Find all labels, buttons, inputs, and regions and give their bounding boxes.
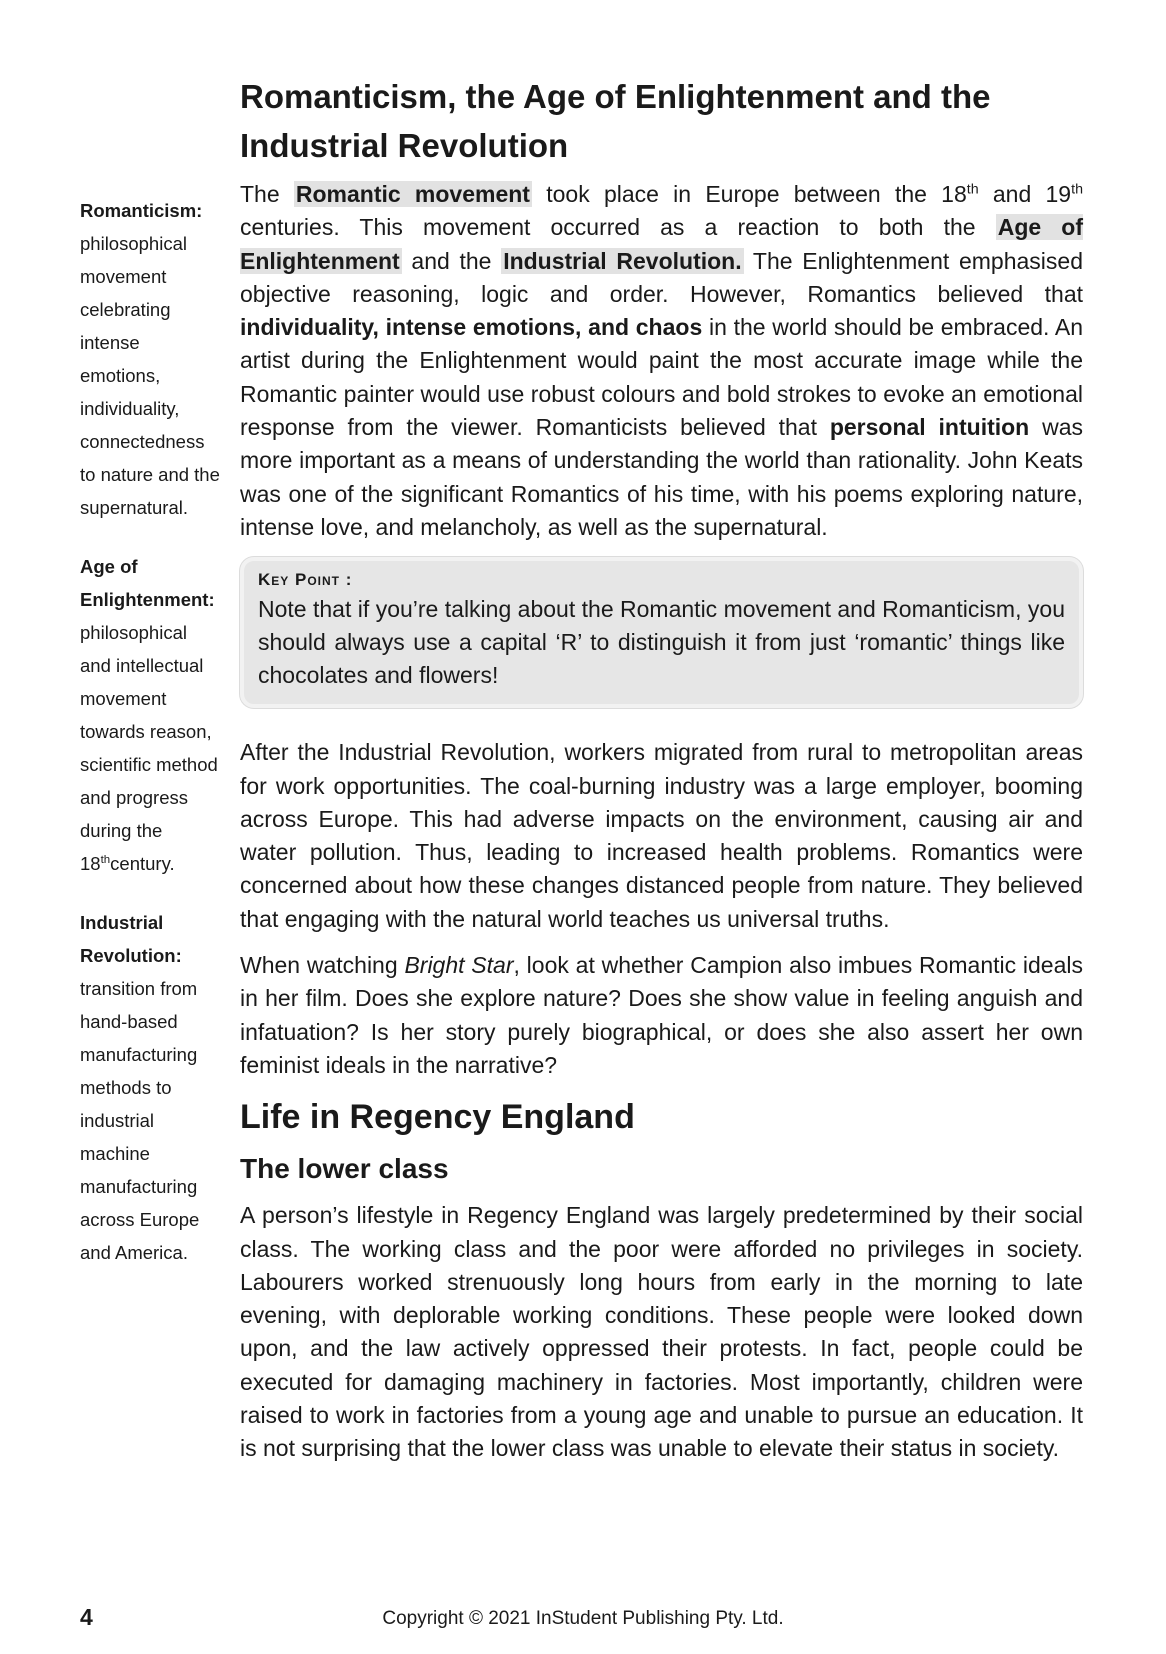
- key-point-text: Note that if you’re talking about the Romantic movement and Romanticism, you should always use a capital ‘R’ to distinguish it from just ‘romantic’ things like chocolates and flowers!: [258, 596, 1065, 689]
- page-number: 4: [80, 1604, 93, 1630]
- glossary-definition: [80, 616, 220, 880]
- glossary-term: Age of Enlightenment:: [80, 556, 215, 610]
- text-run: took place in Europe between the 18: [531, 181, 967, 207]
- film-title: Bright Star: [404, 952, 514, 979]
- glossary-definition: philosophical movement celebrating intense emotions, individuality, connectedness to nature and the supernatural.: [80, 233, 220, 518]
- text-run: in the world should be embraced. An artist during the Enlightenment would paint the most accurate image while the Romantic painter would use robust colours and bold strokes to evoke an emotional response from the viewer. Romanticists believed that: [240, 314, 1083, 441]
- glossary-entry-enlightenment: [80, 550, 220, 880]
- bold-text: individuality, intense emotions, and chaos: [240, 314, 703, 341]
- ordinal-suffix: th: [100, 853, 111, 866]
- glossary-definition-text: philosophical and intellectual movement towards reason, scientific method and progress during the 18: [80, 622, 218, 874]
- text-run: The: [240, 181, 294, 207]
- key-point-box: [240, 557, 1083, 708]
- paragraph-industrial-revolution: After the Industrial Revolution, workers migrated from rural to metropolitan areas for work opportunities. The coal-burning industry was a large employer, booming across Europe. This had adverse impacts on the environment, causing air and water pollution. Thus, leading to increased health problems. Romantics were concerned about how these changes distanced people from nature. They believed that engaging with the natural world teaches us universal truths.: [240, 739, 1083, 932]
- text-run: was more important as a means of understanding the world than rationality. John Keats was one of the significant Romantics of his time, with his poems exploring nature, intense love, and melancholy, as well as the supernatural.: [240, 414, 1083, 540]
- main-content: [240, 72, 1083, 1479]
- subsection-title: The lower class: [240, 1153, 449, 1185]
- sidebar-glossary: [80, 194, 220, 1295]
- paragraph-romantic-movement: [240, 178, 1083, 544]
- paragraph-lower-class: A person’s lifestyle in Regency England was largely predetermined by their social class. The working class and the poor were afforded no privileges in society. Labourers worked strenuously long hours from early in the morning to late evening, with deplorable working conditions. These people were looked down upon, and the law actively oppressed their protests. In fact, people could be executed for damaging machinery in factories. Most importantly, children were raised to work in factories from a young age and unable to pursue an education. It is not surprising that the lower class was unable to elevate their status in society.: [240, 1202, 1083, 1462]
- key-point-title: Key Point :: [258, 570, 353, 590]
- bold-text: personal intuition: [829, 414, 1030, 441]
- text-run: , look at whether Campion also imbues Romantic ideals in her film. Does she explore nature? Does she show value in feeling anguish and infatuation? Is her story purely biographical, or does she also assert her own feminist ideals in the narrative?: [240, 952, 1084, 1078]
- glossary-definition-text: century.: [110, 853, 175, 874]
- glossary-entry-romanticism: [80, 194, 220, 524]
- highlighted-term: Romantic movement: [295, 181, 530, 207]
- glossary-term: Romanticism:: [80, 200, 203, 221]
- ordinal-suffix: th: [966, 181, 979, 198]
- text-run: and 19: [978, 181, 1072, 207]
- text-run: centuries. This movement occurred as a reaction to both the: [240, 214, 996, 241]
- text-run: and the: [401, 247, 502, 274]
- glossary-definition: transition from hand-based manufacturing methods to industrial machine manufacturing across Europe and America.: [80, 978, 200, 1263]
- text-run: The Enlightenment emphasised objective reasoning, logic and order. However, Romantics believed that: [240, 247, 1083, 307]
- glossary-term: Industrial Revolution:: [80, 912, 182, 966]
- copyright-notice: Copyright © 2021 InStudent Publishing Pty. Ltd.: [382, 1608, 784, 1629]
- ordinal-suffix: th: [1071, 181, 1083, 198]
- highlighted-term: Industrial Revolution.: [503, 247, 742, 274]
- glossary-entry-industrial-revolution: [80, 906, 220, 1269]
- paragraph-bright-star: [240, 949, 1083, 1082]
- page-title: Romanticism, the Age of Enlightenment and the Industrial Revolution: [240, 78, 991, 164]
- text-run: When watching: [240, 952, 405, 979]
- section-title: Life in Regency England: [240, 1098, 635, 1137]
- highlighted-term: Age of Enlightenment: [240, 214, 1083, 274]
